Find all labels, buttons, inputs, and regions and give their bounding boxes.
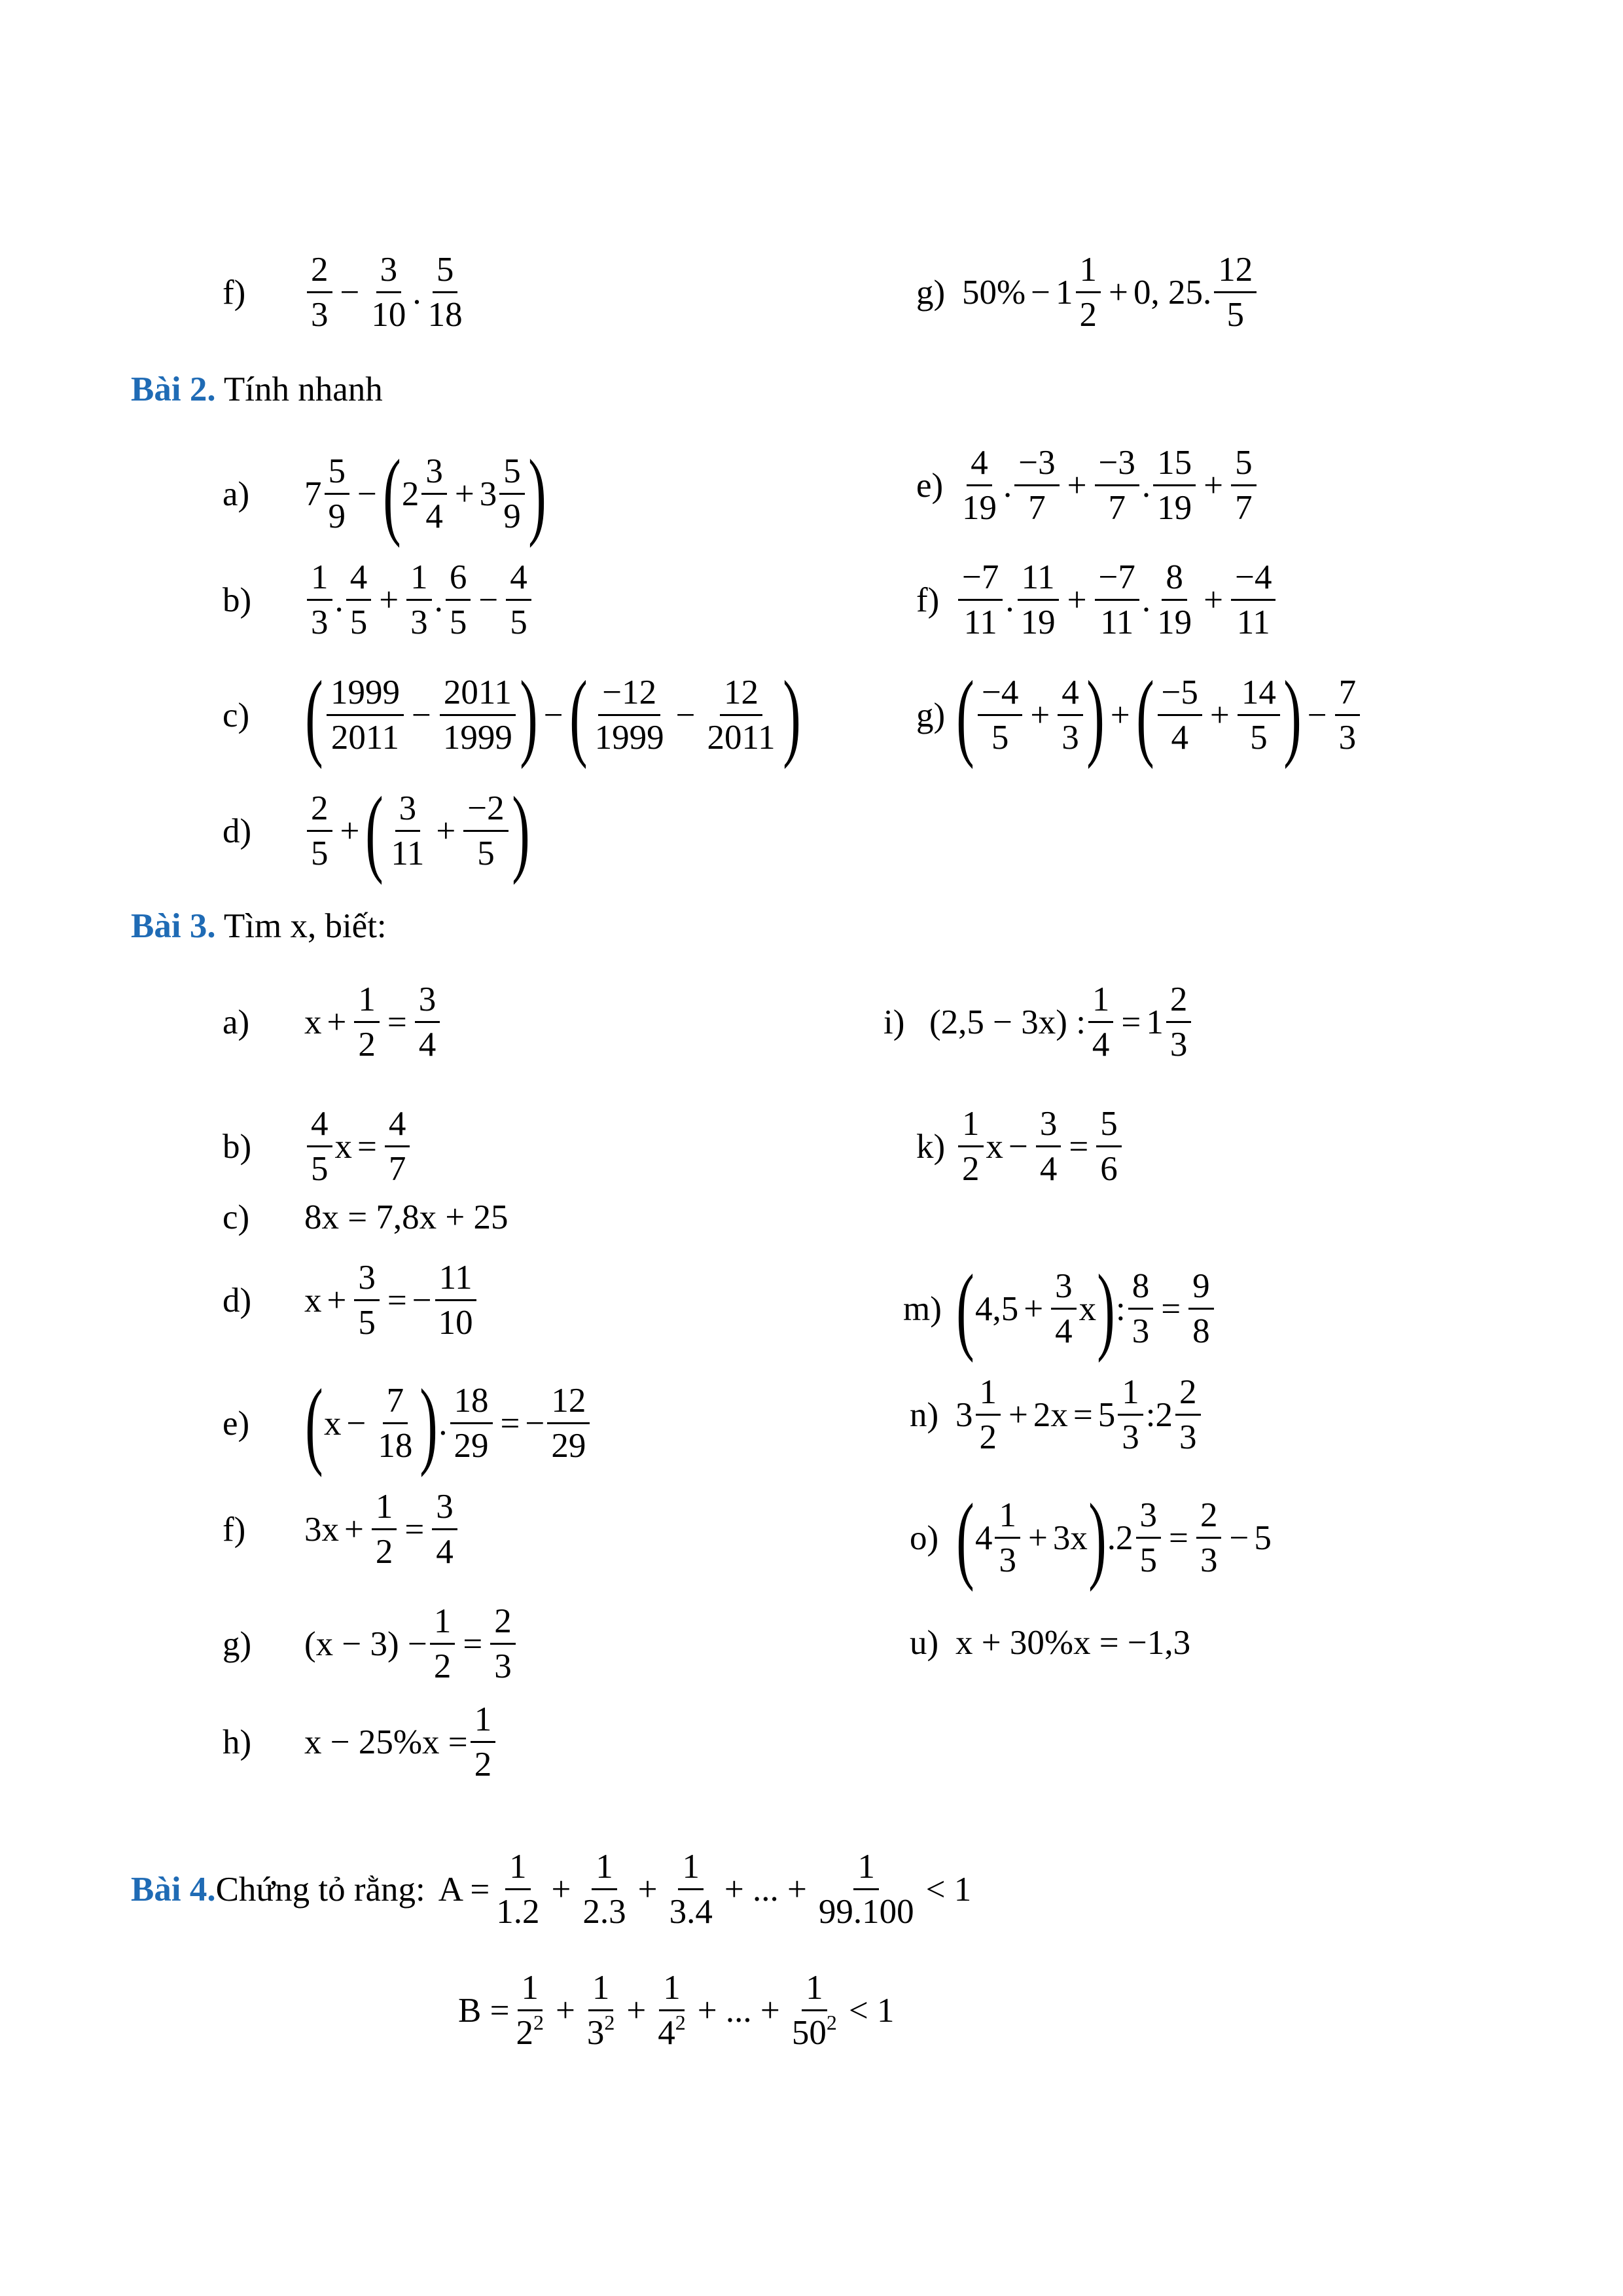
exercise-3i: i) (2,5 − 3x) : $\frac{1}{4}$ = 1 $\frac{2}{3}$ bbox=[883, 982, 1194, 1063]
exercise-2f: f) $\frac{-7}{11}$ . $\frac{11}{19}$ + $\frac{-7}{11}$ . $\frac{8}{19}$ + $\frac{-4}{11}$ bbox=[916, 560, 1278, 641]
exercise-3c: c) 8x = 7,8x + 25 bbox=[223, 1198, 508, 1236]
exercise-2e: e) $\frac{4}{19}$ . $\frac{-3}{7}$ + $\frac{-3}{7}$ . $\frac{15}{19}$ + $\frac{5}{7}$ bbox=[916, 445, 1259, 526]
exercise-3m: m) ( 4,5 + $\frac{3}{4}$ x ) : $\frac{8}{3}$ = $\frac{9}{8}$ bbox=[903, 1260, 1217, 1358]
exercise-4b: B = $\frac{1}{2^2}$ + $\frac{1}{3^2}$ + $\frac{1}{4^2}$ + ... + $\frac{1}{50^2}$ < 1 bbox=[458, 1969, 895, 2052]
fraction: $\frac{2}{3}$ bbox=[307, 252, 332, 333]
exercise-2d: d) $\frac{2}{5}$ + ( $\frac{3}{11}$ + $\frac{-2}{5}$ ) bbox=[223, 777, 530, 886]
exercise-3e: e) ( x − $\frac{7}{18}$ ) . $\frac{18}{29}$ = − $\frac{12}{29}$ bbox=[223, 1374, 592, 1473]
exercise-3a: a) x + $\frac{1}{2}$ = $\frac{3}{4}$ bbox=[223, 982, 442, 1063]
exercise-3n: n) 3 $\frac{1}{2}$ + 2x = 5 $\frac{1}{3}$ : 2 $\frac{2}{3}$ bbox=[910, 1374, 1204, 1456]
exercise-2g: g) ( $\frac{-4}{5}$ + $\frac{4}{3}$ ) + ( $\frac{-5}{4}$ + $\frac{14}{5}$ ) − $\frac{7}{3}$ bbox=[916, 666, 1363, 764]
label-f: f) bbox=[223, 274, 246, 312]
exercise-2b: b) $\frac{1}{3}$ . $\frac{4}{5}$ + $\frac{1}{3}$ . $\frac{6}{5}$ − $\frac{4}{5}$ bbox=[223, 560, 534, 641]
exercise-4a: Bài 4. Chứng tỏ rằng: A = $\frac{1}{1.2}$ + $\frac{1}{2.3}$ + $\frac{1}{3.4}$ + ... + $\frac{1}{99.100}$ < 1 bbox=[131, 1848, 972, 1931]
exercise-3h: h) x − 25%x = $\frac{1}{2}$ bbox=[223, 1702, 498, 1783]
exercise-3k: k) $\frac{1}{2}$ x − $\frac{3}{4}$ = $\frac{5}{6}$ bbox=[916, 1106, 1124, 1187]
section-heading-bai3: Bài 3. Tìm x, biết: bbox=[131, 907, 387, 945]
exercise-1f: f) $\frac{2}{3}$ − $\frac{3}{10}$ . $\frac{5}{18}$ bbox=[223, 251, 463, 334]
exercise-3g: g) (x − 3) − $\frac{1}{2}$ = $\frac{2}{3}$ bbox=[223, 1604, 518, 1685]
label-g: g) bbox=[916, 274, 946, 312]
exercise-3o: o) ( 4 $\frac{1}{3}$ + 3x ) . 2 $\frac{3}{5}$ = $\frac{2}{3}$ − 5 bbox=[910, 1484, 1272, 1592]
exercise-3u: u) x + 30%x = −1,3 bbox=[910, 1624, 1191, 1662]
exercise-3b: b) $\frac{4}{5}$ x = $\frac{4}{7}$ bbox=[223, 1106, 412, 1187]
exercise-2c: c) ( $\frac{1999}{2011}$ − $\frac{2011}{1999}$ ) − ( $\frac{-12}{1999}$ − $\frac{12}{2011}$ ) bbox=[223, 661, 801, 770]
exercise-2a: a) 7 $\frac{5}{9}$ − ( 2 $\frac{3}{4}$ + 3 $\frac{5}{9}$ ) bbox=[223, 440, 546, 548]
exercise-3f: f) 3x + $\frac{1}{2}$ = $\frac{3}{4}$ bbox=[223, 1489, 460, 1570]
exercise-1g: g) 50% − 1 $\frac{1}{2}$ + 0, 25. $\frac{12}{5}$ bbox=[916, 252, 1259, 333]
exercise-3d: d) x + $\frac{3}{5}$ = − $\frac{11}{10}$ bbox=[223, 1260, 480, 1341]
section-heading-bai2: Bài 2. Tính nhanh bbox=[131, 370, 383, 408]
